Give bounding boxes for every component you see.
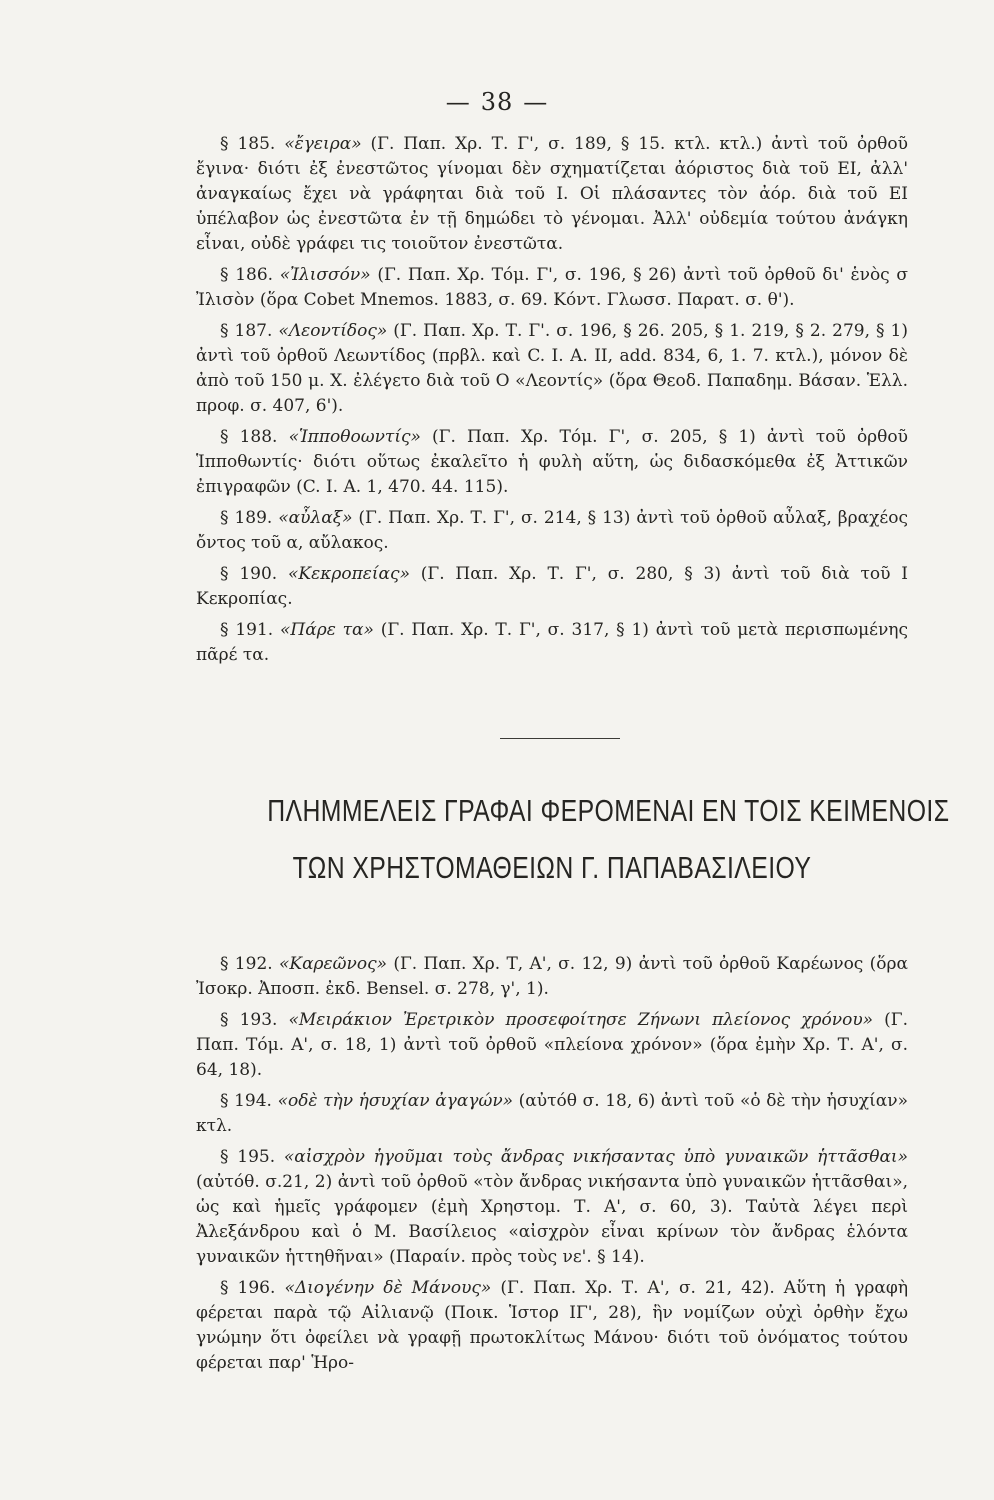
paragraph-189: § 189. «αὖλαξ» (Γ. Παπ. Χρ. Τ. Γ', σ. 214, § 13) ἀντὶ τοῦ ὀρθοῦ αὖλαξ, βραχέος ὄντος τοῦ α, αὔλακος. — [196, 508, 908, 553]
paragraph-196: § 196. «Διογένην δὲ Μάνους» (Γ. Παπ. Χρ. Τ. Α', σ. 21, 42). Αὕτη ἡ γραφὴ φέρεται παρὰ τῷ Αἰλιανῷ (Ποικ. Ἱστορ ΙΓ', 28), ἣν νομίζων οὐχὶ ὀρθὴν ἔχω γνώμην ὅτι ὀφείλει νὰ γραφῇ πρωτοκλίτως Μάνου· διότι τοῦ ὀνόματος τούτου φέρεται παρ' Ἡρο- — [196, 1278, 908, 1373]
paragraph-195: § 195. «αἰσχρὸν ἡγοῦμαι τοὺς ἄνδρας νικήσαντας ὑπὸ γυναικῶν ἡττᾶσθαι» (αὐτόθ. σ.21, 2) ἀντὶ τοῦ ὀρθοῦ «τὸν ἄνδρας νικήσαντα ὑπὸ γυναικῶν ἡττᾶσθαι», ὡς καὶ ἡμεῖς γράφομεν (ἐμὴ Χρηστομ. Τ. Α', σ. 60, 3). Ταὐτὰ λέγει περὶ Ἀλεξάνδρου καὶ ὁ Μ. Βασίλειος «αἰσχρὸν εἶναι κρίνων τὸν ἄνδρας ἑλόντα γυναικῶν ἡττηθῆναι» (Παραίν. πρὸς τοὺς νε'. § 14). — [196, 1147, 908, 1267]
paragraph-191: § 191. «Πάρε τα» (Γ. Παπ. Χρ. Τ. Γ', σ. 317, § 1) ἀντὶ τοῦ μετὰ περισπωμένης πᾶρέ τα. — [196, 620, 908, 665]
section-heading-line-1: ΠΛΗΜΜΕΛΕΙΣ ΓΡΑΦΑΙ ΦΕΡΟΜΕΝΑΙ ΕΝ ΤΟΙΣ ΚΕΙΜΕΝΟΙΣ — [267, 793, 950, 828]
paragraph-190: § 190. «Κεκροπείας» (Γ. Παπ. Χρ. Τ. Γ', σ. 280, § 3) ἀντὶ τοῦ διὰ τοῦ Ι Κεκροπίας. — [196, 564, 908, 609]
paragraph-193: § 193. «Μειράκιον Ἐρετρικὸν προσεφοίτησε Ζήνωνι πλείονος χρόνου» (Γ. Παπ. Τόμ. Α', σ. 18, 1) ἀντὶ τοῦ ὀρθοῦ «πλείονα χρόνον» (ὅρα ἐμὴν Χρ. Τ. Α', σ. 64, 18). — [196, 1010, 908, 1080]
paragraph-188: § 188. «Ἱπποθοωντίς» (Γ. Παπ. Χρ. Τόμ. Γ', σ. 205, § 1) ἀντὶ τοῦ ὀρθοῦ Ἱπποθωντίς· διότι οὕτως ἐκαλεῖτο ἡ φυλὴ αὕτη, ὡς διδασκόμεθα ἐξ Ἀττικῶν ἐπιγραφῶν (C. I. A. 1, 470. 44. 115). — [196, 427, 908, 497]
section-heading-line-2: ΤΩΝ ΧΡΗΣΤΟΜΑΘΕΙΩΝ Γ. ΠΑΠΑΒΑΣΙΛΕΙΟΥ — [292, 850, 812, 885]
top-section — [196, 132, 908, 674]
paragraph-192: § 192. «Καρεῶνος» (Γ. Παπ. Χρ. Τ, Α', σ. 12, 9) ἀντὶ τοῦ ὀρθοῦ Καρέωνος (ὅρα Ἰσοκρ. Ἀποσπ. ἐκδ. Bensel. σ. 278, γ', 1). — [196, 954, 908, 999]
paragraph-187: § 187. «Λεοντίδος» (Γ. Παπ. Χρ. Τ. Γ'. σ. 196, § 26. 205, § 1. 219, § 2. 279, § 1) ἀντὶ τοῦ ὀρθοῦ Λεωντίδος (πρβλ. καὶ C. I. A. II, add. 834, 6, 1. 7. κτλ.), μόνον δὲ ἀπὸ τοῦ 150 μ. Χ. ἐλέγετο διὰ τοῦ Ο «Λεοντίς» (ὅρα Θεοδ. Παπαδημ. Βάσαν. Ἑλλ. προφ. σ. 407, 6'). — [196, 321, 908, 416]
bottom-section — [196, 952, 908, 1382]
paragraph-186: § 186. «Ἰλισσόν» (Γ. Παπ. Χρ. Τόμ. Γ', σ. 196, § 26) ἀντὶ τοῦ ὀρθοῦ δι' ἑνὸς σ Ἰλισὸν (ὅρα Cobet Mnemos. 1883, σ. 69. Κόντ. Γλωσσ. Παρατ. σ. θ'). — [196, 265, 908, 310]
paragraph-185: § 185. «ἔγειρα» (Γ. Παπ. Χρ. Τ. Γ', σ. 189, § 15. κτλ. κτλ.) ἀντὶ τοῦ ὀρθοῦ ἔγινα· διότι ἐξ ἐνεστῶτος γίνομαι δὲν σχηματίζεται ἀόριστος διὰ τοῦ ΕΙ, ἀλλ' ἀναγκαίως ἔχει νὰ γράφηται διὰ τοῦ Ι. Οἱ πλάσαντες τὸν ἀόρ. διὰ τοῦ ΕΙ ὑπέλαβον ὡς ἐνεστῶτα ἐν τῇ δημώδει τὸ γένομαι. Ἀλλ' οὐδεμία τούτου ἀνάγκη εἶναι, οὐδὲ γράφει τις τοιοῦτον ἐνεστῶτα. — [196, 134, 908, 254]
section-divider — [500, 738, 620, 739]
page-number: — 38 — — [445, 88, 549, 116]
paragraph-194: § 194. «οδὲ τὴν ἡσυχίαν ἀγαγών» (αὐτόθ σ. 18, 6) ἀντὶ τοῦ «ὁ δὲ τὴν ἡσυχίαν» κτλ. — [196, 1091, 908, 1136]
